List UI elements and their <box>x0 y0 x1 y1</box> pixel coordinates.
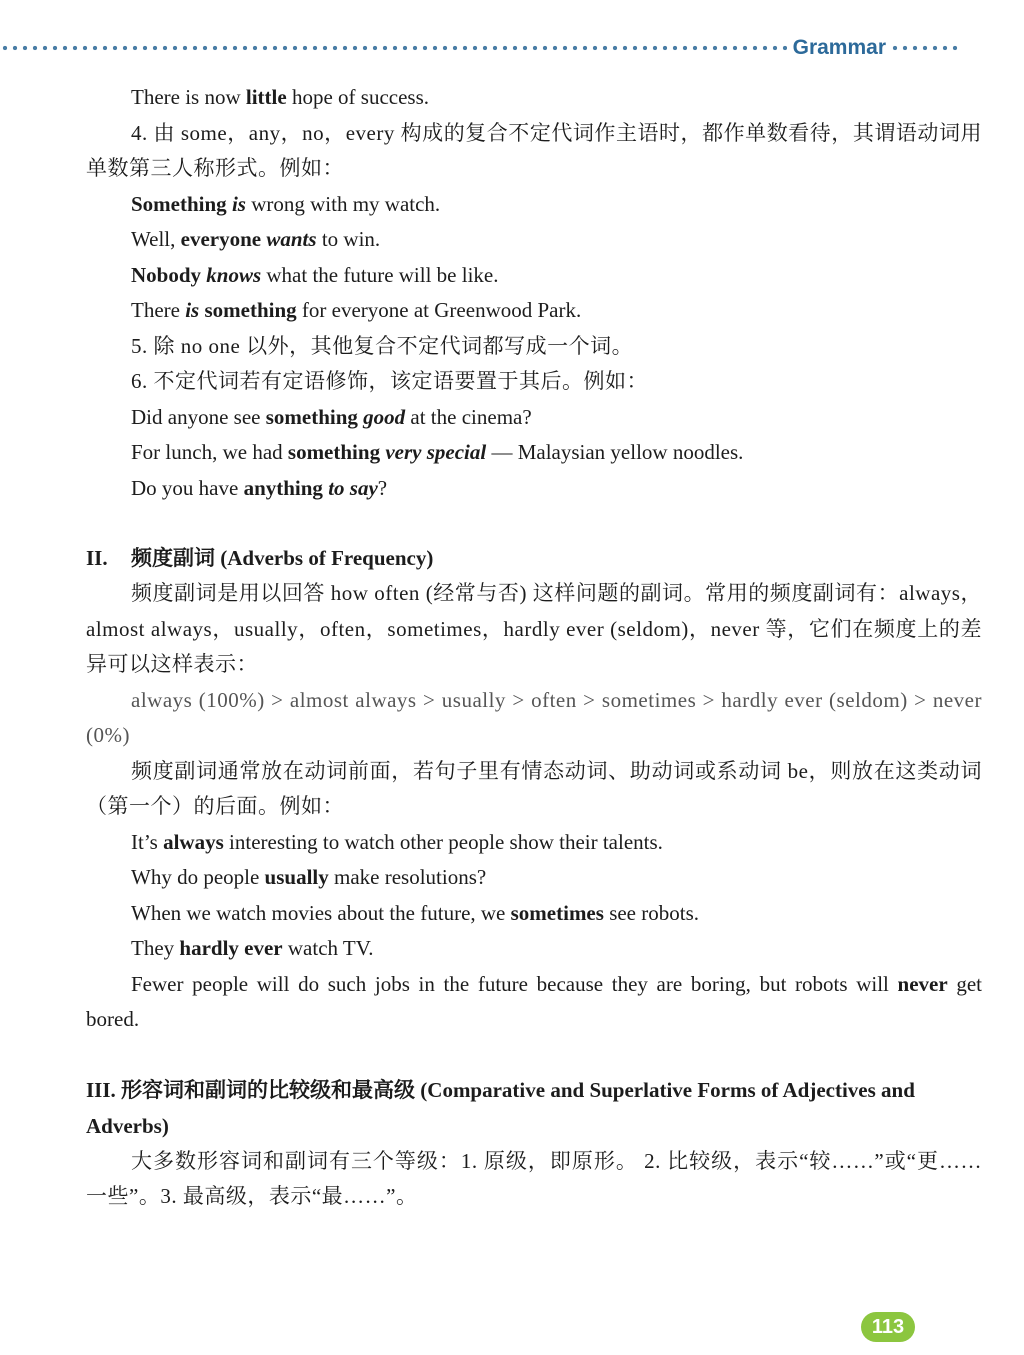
example-line: Nobody knows what the future will be like. <box>131 262 499 287</box>
rule-6: 6. 不定代词若有定语修饰，该定语要置于其后。例如： <box>131 369 648 393</box>
example-line: Well, everyone wants to win. <box>131 227 381 251</box>
paragraph: 频度副词通常放在动词前面，若句子里有情态动词、助动词或系动词 be，则放在这类动词（第一个）的后面。例如： <box>86 758 982 818</box>
example-line: There is something for everyone at Greenwood Park. <box>131 298 582 322</box>
example-line: It’s always interesting to watch other people show their talents. <box>131 829 663 854</box>
section-name: Grammar <box>792 36 886 59</box>
rule-5: 5. 除 no one 以外，其他复合不定代词都写成一个词。 <box>131 333 634 358</box>
paragraph: 大多数形容词和副词有三个等级：1. 原级，即原形。 2. 比较级，表示“较……”或“更……一些”。3. 最高级，表示“最……”。 <box>86 1148 982 1208</box>
paragraph: 频度副词是用以回答 how often (经常与否) 这样问题的副词。常用的频度副词有：always，almost always，usually，often，sometimes，hardly ever (seldom)，never 等，它们在频度上的差异可以这样表示： <box>86 581 982 676</box>
page-number: 113 <box>861 1312 915 1342</box>
frequency-scale: always (100%) > almost always > usually > often > sometimes > hardly ever (seldom) > never (0%) <box>86 687 982 747</box>
section-heading: III. 形容词和副词的比较级和最高级 (Comparative and Superlative Forms of Adjectives and Adverbs) <box>86 1077 915 1138</box>
rule-4: 4. 由 some，any，no，every 构成的复合不定代词作主语时，都作单数看待，其谓语动词用单数第三人称形式。例如： <box>86 120 982 180</box>
example-line: Fewer people will do such jobs in the future because they are boring, but robots will never get bored. <box>86 971 982 1031</box>
example-line: There is now little hope of success. <box>131 85 429 109</box>
dotted-rule <box>0 45 787 51</box>
example-line: They hardly ever watch TV. <box>131 936 374 960</box>
example-line: When we watch movies about the future, we sometimes see robots. <box>131 900 700 925</box>
example-line: Why do people usually make resolutions? <box>131 865 487 889</box>
example-line: Do you have anything to say? <box>131 475 388 500</box>
page-header <box>0 36 960 60</box>
dotted-rule <box>890 45 960 51</box>
example-line: For lunch, we had something very special — Malaysian yellow noodles. <box>131 440 744 464</box>
page-content <box>86 80 982 1215</box>
example-line: Did anyone see something good at the cinema? <box>131 404 532 429</box>
example-line: Something is wrong with my watch. <box>131 191 441 216</box>
section-heading: II. 频度副词 (Adverbs of Frequency) <box>86 546 434 570</box>
